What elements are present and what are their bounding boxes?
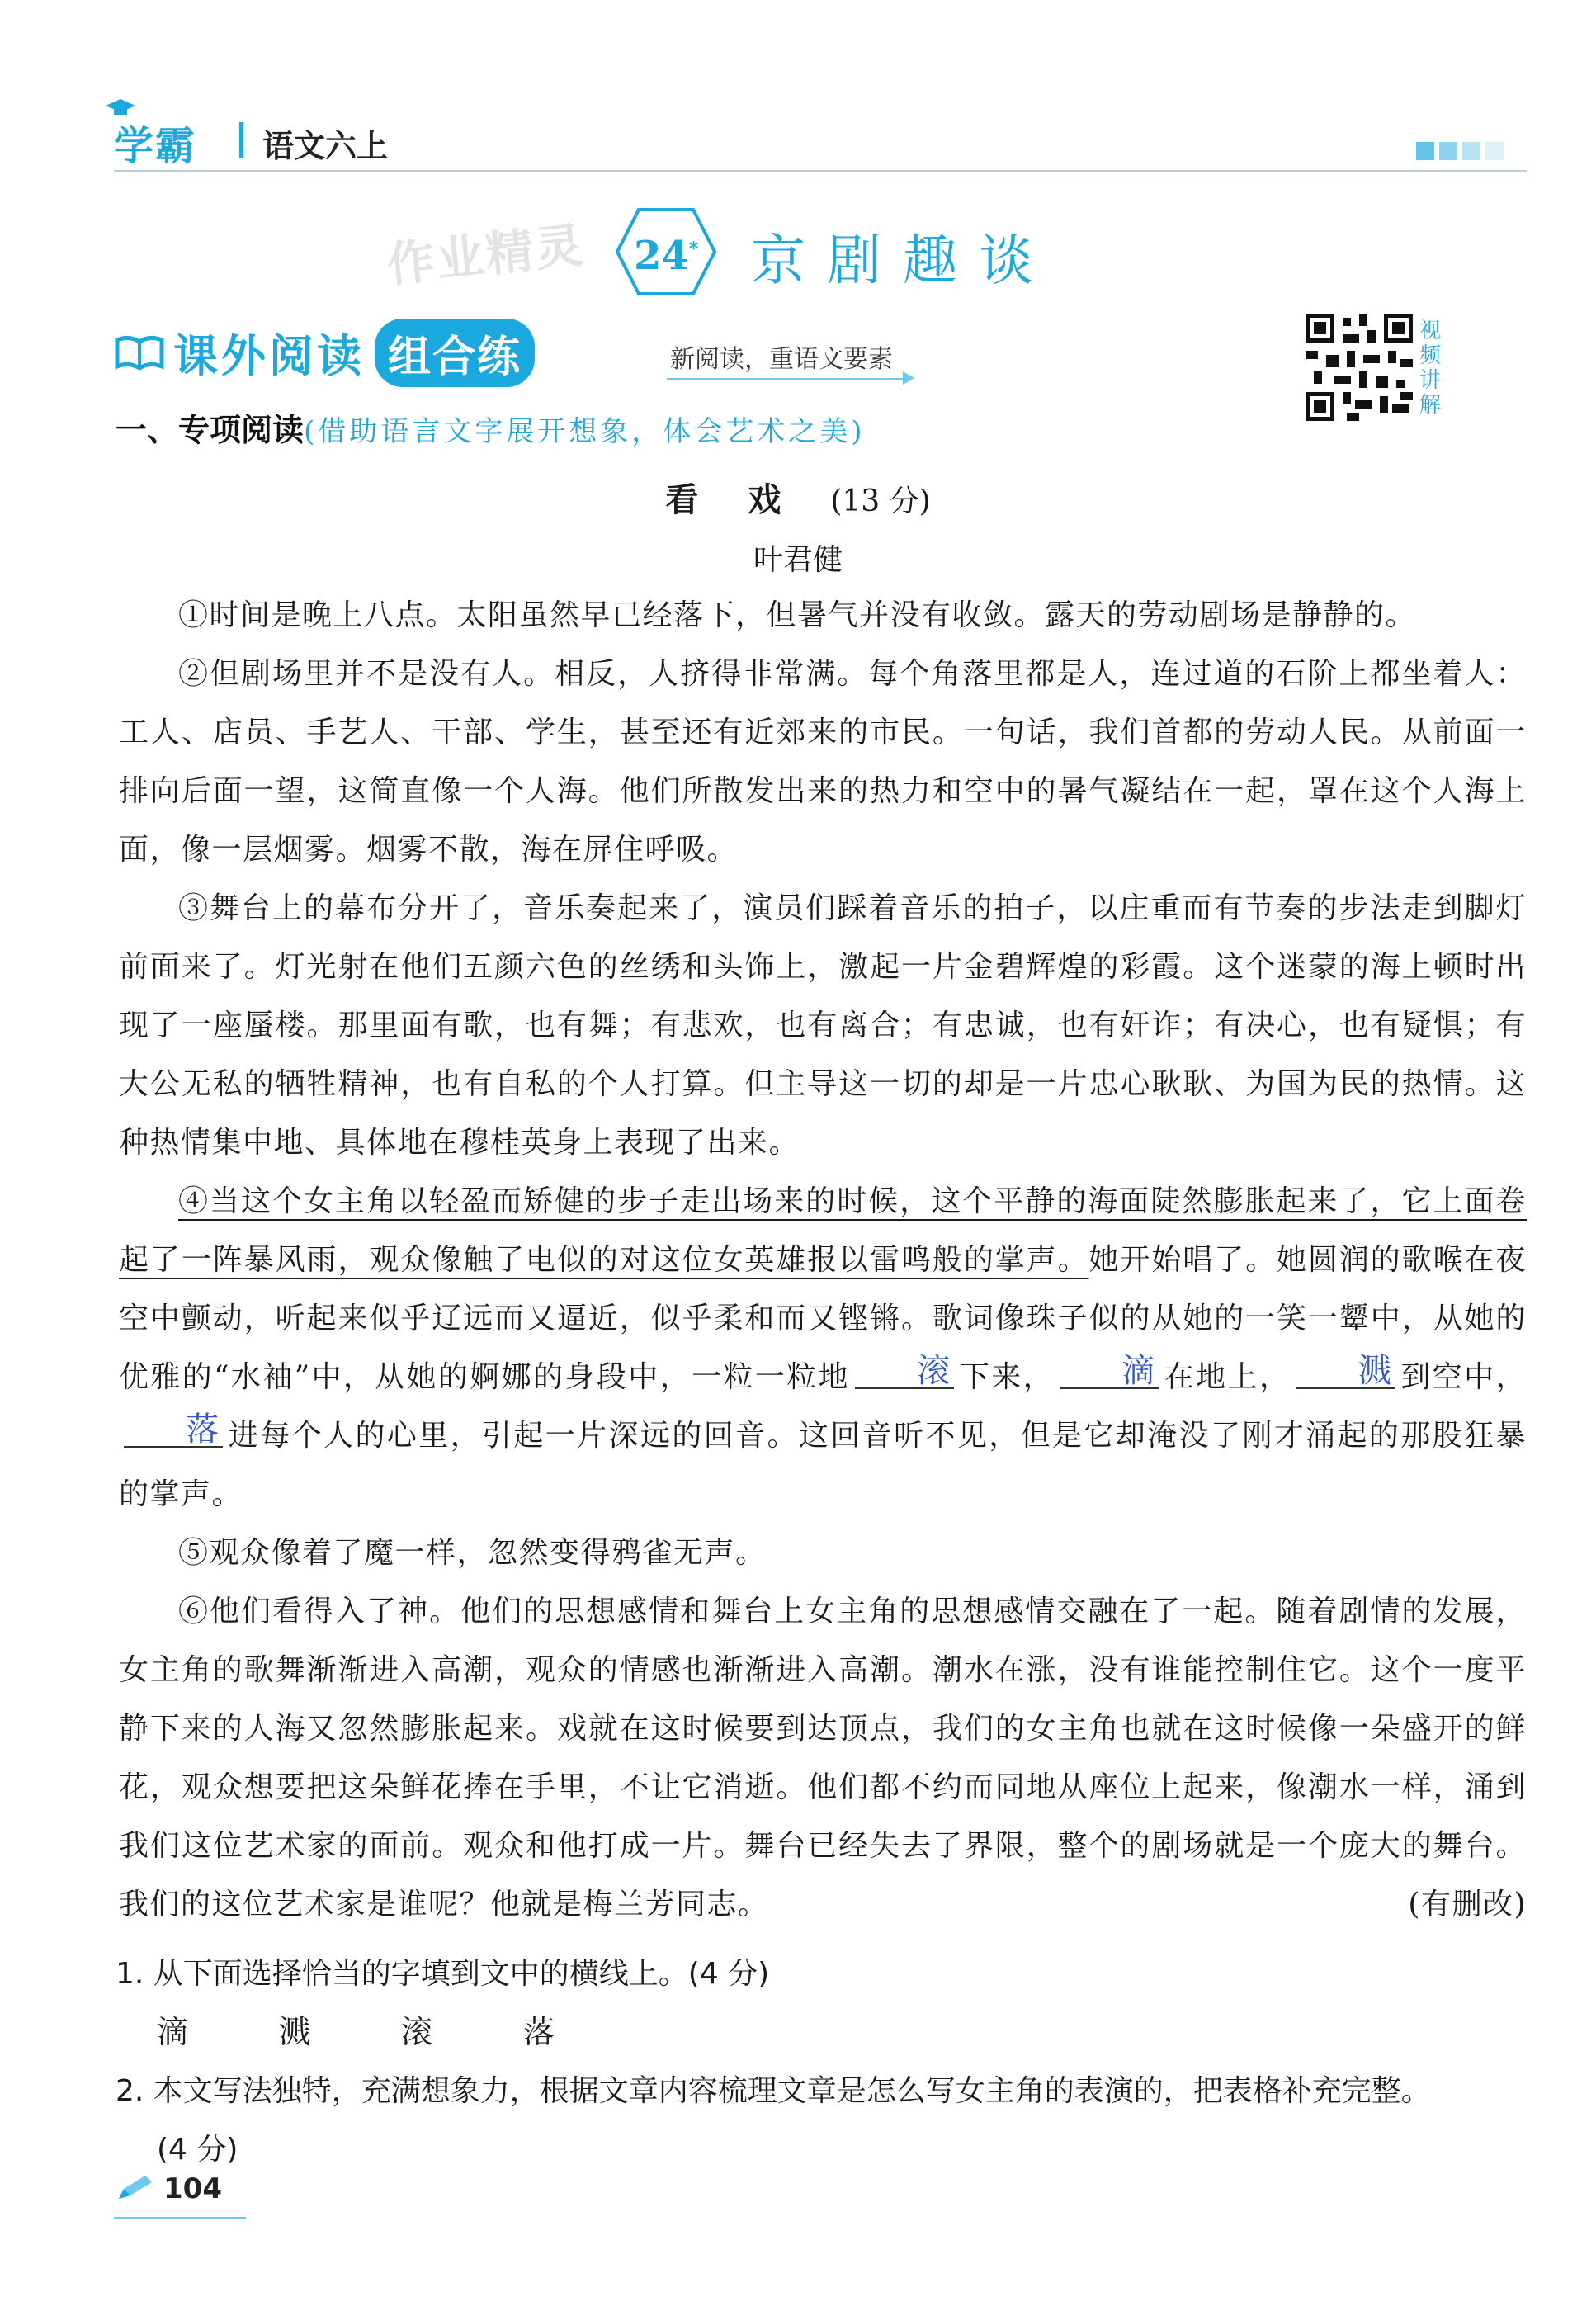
section-heading	[116, 404, 866, 450]
watermark: 作业精灵	[384, 216, 588, 294]
open-book-icon	[114, 333, 165, 373]
article-score: (13 分)	[830, 484, 931, 518]
footer-underline	[114, 2217, 246, 2219]
question-2-score: (4 分)	[157, 2133, 238, 2167]
banner-tagline: 新阅读，重语文要素	[670, 345, 893, 374]
paragraph-6: ⑥他们看得入了神。他们的思想感情和舞台上女主角的思想感情交融在了一起。随着剧情的发展，女主角的歌舞渐渐进入高潮，观众的情感也渐渐进入高潮。潮水在涨，没有谁能控制住它。这个一度平静下来的人海又忽然膨胀起来。戏就在这时候要到达顶点，我们的女主角也就在这时候像一朵盛开的鲜花，观众想要把这朵鲜花捧在手里，不让它消逝。他们都不约而同地从座位上起来，像潮水一样，涌到我们这位艺术家的面前。观众和他打成一片。舞台已经失去了界限，整个的剧场就是一个庞大的舞台。我们的这位艺术家是谁呢？他就是梅兰芳同志。 (有删改)	[119, 1582, 1527, 1934]
option-word: 落	[523, 2014, 555, 2050]
section-heading-text: 一、专项阅读	[116, 412, 305, 448]
paragraph-3: ③舞台上的幕布分开了，音乐奏起来了，演员们踩着音乐的拍子，以庄重而有节奏的步法走到脚灯前面来了。灯光射在他们五颜六色的丝绣和头饰上，激起一片金碧辉煌的彩霞。这个迷蒙的海上顿时出现了一座蜃楼。那里面有歌，也有舞；有悲欢，也有离合；有忠诚，也有奸诈；有决心，也有疑惧；有大公无私的牺牲精神，也有自私的个人打算。但主导这一切的却是一片忠心耿耿、为国为民的热情。这种热情集中地、具体地在穆桂英身上表现了出来。	[119, 891, 1527, 1160]
answer-blank-3[interactable]: 溅	[1296, 1354, 1395, 1389]
tagline-underline	[667, 378, 908, 380]
paragraph-1: ①时间是晚上八点。太阳虽然早已经落下，但暑气并没有收敛。露天的劳动剧场是静静的。	[178, 598, 1417, 632]
logo-text: 学霸	[114, 123, 197, 169]
graduation-cap-icon	[106, 99, 135, 117]
article-author: 叶君健	[753, 543, 843, 577]
banner-badge: 组合练	[375, 319, 535, 387]
underlined-sentence: ④当这个女主角以轻盈而矫健的步子走出场来的时候，这个平静的海面陡然膨胀起来了，它上面卷起了一阵暴风雨，观众像触了电似的对这位女英雄报以雷鸣般的掌声。	[119, 1184, 1527, 1277]
source-note: (有删改)	[1408, 1888, 1527, 1921]
subject-label: 语文六上	[262, 128, 389, 164]
answer-blank-1[interactable]: 滚	[855, 1354, 954, 1389]
page-number: 104	[163, 2172, 222, 2205]
header-decoration	[1416, 142, 1504, 160]
question-2: 2. 本文写法独特，充满想象力，根据文章内容梳理文章是怎么写女主角的表演的，把表格补充完整。	[116, 2074, 1431, 2108]
banner-title: 课外阅读	[173, 330, 365, 382]
questions	[116, 1945, 1532, 2179]
article-title	[0, 474, 1596, 521]
article-title-text: 看戏	[665, 480, 831, 519]
option-word: 溅	[279, 2014, 311, 2050]
article-body	[119, 586, 1527, 1934]
footer	[116, 2172, 222, 2205]
paragraph-4: ④当这个女主角以轻盈而矫健的步子走出场来的时候，这个平静的海面陡然膨胀起来了，它上面卷起了一阵暴风雨，观众像触了电似的对这位女英雄报以雷鸣般的掌声。她开始唱了。她圆润的歌喉在夜空中颤动，听起来似乎辽远而又逼近，似乎柔和而又铿锵。歌词像珠子似的从她的一笑一颦中，从她的优雅的“水袖”中，从她的婀娜的身段中，一粒一粒地 滚 下来， 滴 在地上， 溅 到空中，落 进每个人的心里，引起一片深远的回音。这回音听不见，但是它却淹没了刚才涌起的那股狂暴的掌声。	[119, 1184, 1527, 1511]
question-1: 1. 从下面选择恰当的字填到文中的横线上。(4 分)	[116, 1957, 770, 1991]
qr-label: 视频讲解	[1419, 319, 1442, 418]
pencil-icon	[116, 2174, 153, 2204]
brand-logo	[114, 114, 196, 171]
lesson-number: 24*	[634, 233, 699, 279]
logo-separator	[239, 122, 243, 158]
qr-code-icon[interactable]	[1306, 314, 1413, 421]
section-banner	[114, 319, 535, 387]
header-divider	[114, 170, 1527, 172]
paragraph-5: ⑤观众像着了魔一样，忽然变得鸦雀无声。	[178, 1536, 767, 1570]
option-word: 滴	[157, 2014, 189, 2050]
answer-blank-2[interactable]: 滴	[1060, 1354, 1159, 1389]
tagline-arrow-icon	[903, 371, 914, 385]
lesson-title: 京剧趣谈	[751, 229, 1055, 292]
option-word: 滚	[401, 2014, 433, 2050]
section-hint: (借助语言文字展开想象，体会艺术之美)	[304, 415, 866, 448]
question-1-options	[157, 2003, 1532, 2062]
paragraph-2: ②但剧场里并不是没有人。相反，人挤得非常满。每个角落里都是人，连过道的石阶上都坐着人：工人、店员、手艺人、干部、学生，甚至还有近郊来的市民。一句话，我们首都的劳动人民。从前面一排向后面一望，这简直像一个人海。他们所散发出来的热力和空中的暑气凝结在一起，罩在这个人海上面，像一层烟雾。烟雾不散，海在屏住呼吸。	[119, 657, 1527, 867]
answer-blank-4[interactable]: 落	[124, 1413, 223, 1448]
